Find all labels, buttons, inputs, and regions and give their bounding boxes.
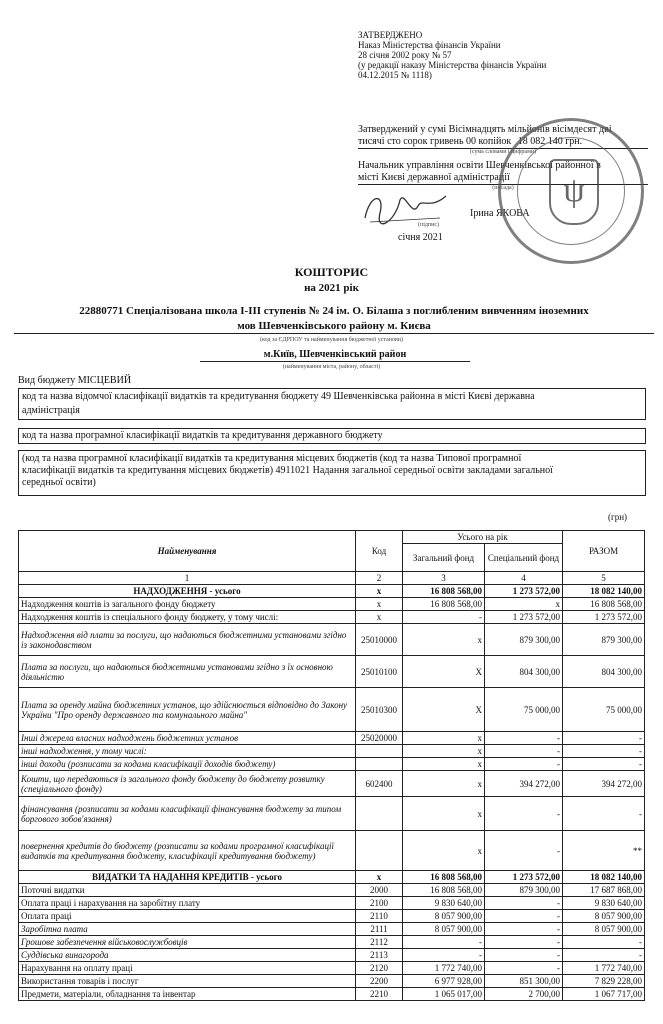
column-number: 1 — [19, 572, 356, 585]
tpkvk-line3: середньої освіти) — [22, 477, 96, 488]
row-general-fund: 6 977 928,00 — [403, 975, 485, 988]
row-name: Інші джерела власних надходжень бюджетних установ — [19, 732, 356, 745]
row-code: x — [356, 598, 403, 611]
row-total: 18 082 140,00 — [563, 871, 645, 884]
row-name: Предмети, матеріали, обладнання та інвентар — [19, 988, 356, 1001]
place-caption: (найменування міста, району, області) — [282, 364, 381, 370]
table-row — [19, 771, 645, 797]
row-name: Оплата праці і нарахування на заробітну плату — [19, 897, 356, 910]
row-name: Кошти, що передаються із загального фонду бюджету до бюджету розвитку (спеціального фонду) — [19, 771, 356, 797]
row-code: 2112 — [356, 936, 403, 949]
row-total: 1 772 740,00 — [563, 962, 645, 975]
column-number: 5 — [563, 572, 645, 585]
row-total: 75 000,00 — [563, 688, 645, 732]
row-special-fund: - — [485, 910, 563, 923]
row-total: - — [563, 732, 645, 745]
sum-words-line2: тисячі сто сорок гривень 00 копійок 18 082 140 грн. — [358, 136, 648, 149]
row-code: 2120 — [356, 962, 403, 975]
row-general-fund: - — [403, 611, 485, 624]
row-code: 25010300 — [356, 688, 403, 732]
row-code: 2110 — [356, 910, 403, 923]
approval-line: Наказ Міністерства фінансів України — [358, 40, 501, 50]
row-total: - — [563, 745, 645, 758]
table-row — [19, 949, 645, 962]
sum-amount: 18 082 140 — [517, 136, 563, 147]
row-code — [356, 758, 403, 771]
table-row — [19, 975, 645, 988]
row-code: 2210 — [356, 988, 403, 1001]
organization-caption: (код за ЄДРПОУ та найменування бюджетної установи) — [260, 337, 403, 343]
sum-words-line1: Затверджений у сумі Вісімнадцять мільйонів вісімдесят дві — [358, 124, 612, 135]
row-total: 804 300,00 — [563, 656, 645, 688]
row-name: інші надходження, у тому числі: — [19, 745, 356, 758]
budget-type: Вид бюджету МІСЦЕВИЙ — [18, 375, 132, 386]
row-special-fund: 1 273 572,00 — [485, 585, 563, 598]
row-name: Заробітна плата — [19, 923, 356, 936]
row-code: 2113 — [356, 949, 403, 962]
row-code: 25020000 — [356, 732, 403, 745]
head-position-line1: Начальник управління освіти Шевченківської районної в — [358, 160, 601, 171]
row-name: ВИДАТКИ ТА НАДАННЯ КРЕДИТІВ - усього — [19, 871, 356, 884]
row-general-fund: 16 808 568,00 — [403, 585, 485, 598]
row-general-fund: x — [403, 745, 485, 758]
kpkvk-box — [18, 428, 646, 444]
kvk-line2: адміністрація — [22, 405, 80, 416]
row-general-fund: x — [403, 732, 485, 745]
column-number: 4 — [485, 572, 563, 585]
row-total: - — [563, 797, 645, 831]
place: м.Київ, Шевченківський район — [200, 349, 470, 362]
row-general-fund: 16 808 568,00 — [403, 598, 485, 611]
table-row — [19, 624, 645, 656]
row-code: 2111 — [356, 923, 403, 936]
row-code: 2200 — [356, 975, 403, 988]
estimate-table — [18, 530, 645, 1001]
table-row — [19, 936, 645, 949]
row-code: x — [356, 611, 403, 624]
row-general-fund: x — [403, 831, 485, 871]
approval-line: 04.12.2015 № 1118) — [358, 70, 432, 80]
row-code: 602400 — [356, 771, 403, 797]
header-code: Код — [356, 531, 403, 572]
row-special-fund: 851 300,00 — [485, 975, 563, 988]
table-row — [19, 962, 645, 975]
position-caption: (посада) — [492, 185, 514, 191]
row-name: Надходження коштів із загального фонду бюджету — [19, 598, 356, 611]
row-total: 879 300,00 — [563, 624, 645, 656]
row-total: ** — [563, 831, 645, 871]
approval-line: (у редакції наказу Міністерства фінансів України — [358, 60, 547, 70]
row-code — [356, 745, 403, 758]
row-name: Оплата праці — [19, 910, 356, 923]
row-name: Поточні видатки — [19, 884, 356, 897]
row-total: 1 067 717,00 — [563, 988, 645, 1001]
row-general-fund: - — [403, 949, 485, 962]
row-general-fund: x — [403, 624, 485, 656]
row-special-fund: - — [485, 797, 563, 831]
table-row — [19, 585, 645, 598]
row-total: 8 057 900,00 — [563, 923, 645, 936]
signature-caption: (підпис) — [418, 222, 440, 228]
table-row — [19, 758, 645, 771]
row-special-fund: 2 700,00 — [485, 988, 563, 1001]
row-special-fund: - — [485, 732, 563, 745]
row-total: 17 687 868,00 — [563, 884, 645, 897]
signer-name: Ірина ЯКОВА — [470, 208, 530, 219]
row-total: - — [563, 936, 645, 949]
row-name: інші доходи (розписати за кодами класифікації доходів бюджету) — [19, 758, 356, 771]
row-name: Грошове забезпечення військовослужбовців — [19, 936, 356, 949]
row-special-fund: - — [485, 897, 563, 910]
row-special-fund: 394 272,00 — [485, 771, 563, 797]
row-special-fund: 1 273 572,00 — [485, 611, 563, 624]
row-special-fund: - — [485, 758, 563, 771]
row-special-fund: - — [485, 949, 563, 962]
row-total: 1 273 572,00 — [563, 611, 645, 624]
row-special-fund: 1 273 572,00 — [485, 871, 563, 884]
row-code: 25010000 — [356, 624, 403, 656]
trident-emblem-icon: ψ — [549, 159, 599, 225]
row-general-fund: X — [403, 656, 485, 688]
row-name: повернення кредитів до бюджету (розписати за кодами програмної класифікації видатків та кредитування бюджету, класифікації кредитування бюджету) — [19, 831, 356, 871]
row-name: НАДХОДЖЕННЯ - усього — [19, 585, 356, 598]
row-special-fund: 804 300,00 — [485, 656, 563, 688]
header-total-for-year: Усього на рік — [403, 531, 563, 544]
row-total: 394 272,00 — [563, 771, 645, 797]
row-total: 18 082 140,00 — [563, 585, 645, 598]
table-row — [19, 598, 645, 611]
table-row — [19, 732, 645, 745]
row-name: Суддівська винагорода — [19, 949, 356, 962]
row-name: Надходження від плати за послуги, що надаються бюджетними установами згідно із законодавством — [19, 624, 356, 656]
row-name: Плата за оренду майна бюджетних установ, що здійснюється відповідно до Закону України "Про оренду державного та комунального майна" — [19, 688, 356, 732]
row-name: Використання товарів і послуг — [19, 975, 356, 988]
row-code: 2100 — [356, 897, 403, 910]
row-special-fund: - — [485, 936, 563, 949]
unit-label: (грн) — [608, 512, 628, 522]
row-general-fund: 1 772 740,00 — [403, 962, 485, 975]
table-row — [19, 745, 645, 758]
tpkvk-line1: (код та назва програмної класифікації видатків та кредитування місцевих бюджетів (код та назва Типової програмної — [22, 453, 522, 464]
row-general-fund: 8 057 900,00 — [403, 910, 485, 923]
row-code — [356, 797, 403, 831]
table-row — [19, 884, 645, 897]
doc-year: на 2021 рік — [304, 282, 359, 294]
row-special-fund: x — [485, 598, 563, 611]
row-code: x — [356, 871, 403, 884]
row-general-fund: x — [403, 758, 485, 771]
row-total: 7 829 228,00 — [563, 975, 645, 988]
approval-date: січня 2021 — [398, 232, 443, 243]
table-row — [19, 611, 645, 624]
row-general-fund: 9 830 640,00 — [403, 897, 485, 910]
sum-currency: грн. — [565, 136, 583, 147]
row-general-fund: 16 808 568,00 — [403, 884, 485, 897]
table-row — [19, 688, 645, 732]
table-row — [19, 656, 645, 688]
row-code: 2000 — [356, 884, 403, 897]
table-row — [19, 871, 645, 884]
organization-line1: 22880771 Спеціалізована школа I-III ступенів № 24 ім. О. Білаша з поглибленим вивченням іноземних — [79, 305, 589, 317]
table-row — [19, 988, 645, 1001]
row-special-fund: 879 300,00 — [485, 884, 563, 897]
table-row — [19, 797, 645, 831]
row-code — [356, 831, 403, 871]
table-row — [19, 897, 645, 910]
official-stamp-seal — [498, 118, 644, 264]
row-general-fund: - — [403, 936, 485, 949]
tpkvk-line2: класифікації видатків та кредитування місцевих бюджетів) 4911021 Надання загальної середньої освіти закладами загальної — [22, 465, 553, 476]
header-special-fund: Спеціальний фонд — [485, 544, 563, 572]
row-total: 9 830 640,00 — [563, 897, 645, 910]
row-code: x — [356, 585, 403, 598]
row-special-fund: - — [485, 745, 563, 758]
table-row — [19, 831, 645, 871]
organization-line2: мов Шевченківського району м. Києва — [14, 320, 654, 334]
kvk-box — [18, 388, 646, 420]
row-special-fund: 879 300,00 — [485, 624, 563, 656]
row-total: 16 808 568,00 — [563, 598, 645, 611]
doc-title: КОШТОРИС — [294, 265, 369, 279]
column-number: 3 — [403, 572, 485, 585]
approval-title: ЗАТВЕРДЖЕНО — [358, 30, 423, 40]
header-name: Найменування — [19, 531, 356, 572]
row-name: Плата за послуги, що надаються бюджетними установами згідно з їх основною діяльністю — [19, 656, 356, 688]
row-special-fund: - — [485, 923, 563, 936]
table-row — [19, 923, 645, 936]
row-name: фінансування (розписати за кодами класифікації фінансування бюджету за типом боргового зобов'язання) — [19, 797, 356, 831]
row-name: Надходження коштів із спеціального фонду бюджету, у тому числі: — [19, 611, 356, 624]
row-special-fund: - — [485, 962, 563, 975]
header-general-fund: Загальний фонд — [403, 544, 485, 572]
sum-caption: (сума словами і цифрами) — [469, 149, 537, 155]
header-total: РАЗОМ — [563, 531, 645, 572]
row-general-fund: 8 057 900,00 — [403, 923, 485, 936]
row-general-fund: 16 808 568,00 — [403, 871, 485, 884]
row-name: Нарахування на оплату праці — [19, 962, 356, 975]
row-total: - — [563, 949, 645, 962]
head-position-line2: місті Києві державної адміністрації — [358, 172, 648, 185]
row-general-fund: 1 065 017,00 — [403, 988, 485, 1001]
table-row — [19, 910, 645, 923]
approval-block — [358, 30, 648, 80]
approval-line: 28 січня 2002 року № 57 — [358, 50, 452, 60]
row-general-fund: x — [403, 771, 485, 797]
row-total: - — [563, 758, 645, 771]
row-total: 8 057 900,00 — [563, 910, 645, 923]
row-code: 25010100 — [356, 656, 403, 688]
row-general-fund: X — [403, 688, 485, 732]
tpkvk-box — [18, 450, 646, 496]
row-general-fund: x — [403, 797, 485, 831]
column-number: 2 — [356, 572, 403, 585]
kpkvk-line: код та назва програмної класифікації видатків та кредитування державного бюджету — [22, 430, 383, 441]
row-special-fund: - — [485, 831, 563, 871]
row-special-fund: 75 000,00 — [485, 688, 563, 732]
kvk-line1: код та назва відомчої класифікації видатків та кредитування бюджету 49 Шевченківська районна в місті Києві державна — [22, 391, 535, 402]
